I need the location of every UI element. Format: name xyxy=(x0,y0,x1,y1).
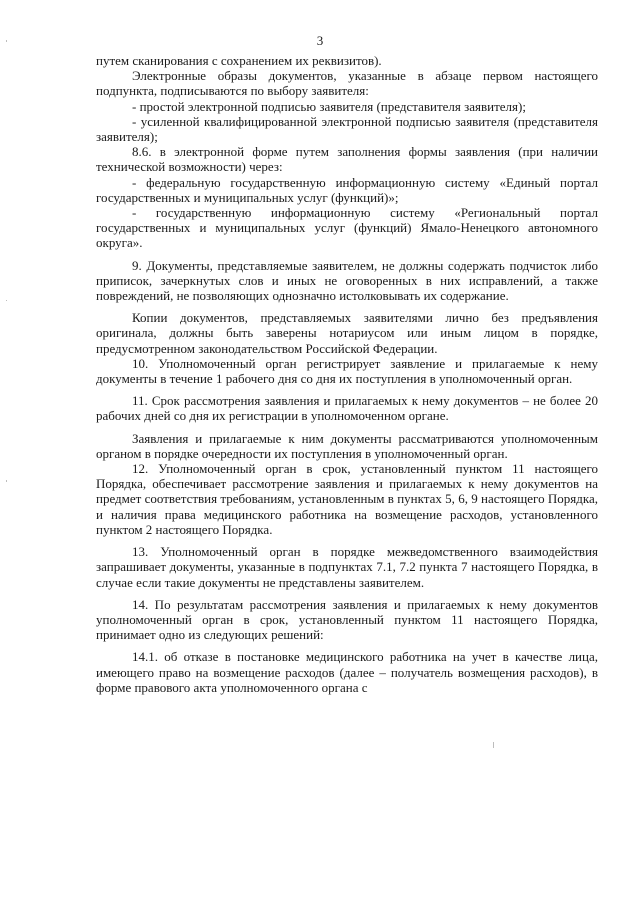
scan-speck xyxy=(6,300,7,301)
paragraph: 14. По результатам рассмотрения заявления и прилагаемых к нему документов уполномоченный орган в срок, установленный пунктом 11 настоящего Порядка, принимает одно из следующих решений: xyxy=(96,596,598,643)
paragraph: - усиленной квалифицированной электронной подписью заявителя (представителя заявителя); xyxy=(96,113,598,145)
scan-speck xyxy=(493,742,494,748)
scan-speck xyxy=(6,480,7,482)
paragraph: - простой электронной подписью заявителя (представителя заявителя); xyxy=(132,98,526,114)
paragraph: Заявления и прилагаемые к ним документы рассматриваются уполномоченным органом в порядке очередности их поступления в уполномоченный орган. xyxy=(96,430,598,461)
paragraph: 8.6. в электронной форме путем заполнения формы заявления (при наличии технической возможности) через: xyxy=(96,144,598,175)
paragraph: Электронные образы документов, указанные в абзаце первом настоящего подпункта, подписываются по выбору заявителя: xyxy=(96,68,598,99)
paragraph: 14.1. об отказе в постановке медицинского работника на учет в качестве лица, имеющего право на возмещение расходов (далее – получатель возмещения расходов), в форме правового акта уполномоченного органа с xyxy=(96,649,598,695)
paragraph: 10. Уполномоченный орган регистрирует заявление и прилагаемые к нему документы в течение 1 рабочего дня со дня их поступления в уполномоченный орган. xyxy=(96,355,598,387)
paragraph: - федеральную государственную информационную систему «Единый портал государственных и муниципальных услуг (функций)»; xyxy=(96,174,598,205)
paragraph: - государственную информационную систему «Региональный портал государственных и муниципальных услуг (функций) Ямало-Ненецкого автономного округа». xyxy=(96,205,598,251)
paragraph: Копии документов, представляемых заявителями лично без предъявления оригинала, должны быть заверены нотариусом или иным лицом в порядке, предусмотренном законодательством Российской Федерации. xyxy=(96,310,598,356)
paragraph: путем сканирования с сохранением их реквизитов). xyxy=(96,53,382,68)
paragraph: 13. Уполномоченный орган в порядке межведомственного взаимодействия запрашивает документы, указанные в подпунктах 7.1, 7.2 пункта 7 настоящего Порядка, в случае если такие документы не представлены заявителем. xyxy=(96,544,598,590)
document-body xyxy=(96,53,598,695)
paragraph: 11. Срок рассмотрения заявления и прилагаемых к нему документов – не более 20 рабочих дней со дня их регистрации в уполномоченном органе. xyxy=(96,393,598,424)
paragraph: 9. Документы, представляемые заявителем, не должны содержать подчисток либо приписок, зачеркнутых слов и иных не оговоренных в них исправлений, а также повреждений, не позволяющих однозначно истолковывать их содержание. xyxy=(96,257,598,304)
scan-speck xyxy=(6,40,7,42)
page-number: 3 xyxy=(316,33,324,48)
paragraph: 12. Уполномоченный орган в срок, установленный пунктом 11 настоящего Порядка, обеспечивает рассмотрение заявления и прилагаемых к нему документов на предмет соответствия требованиям, установленным в пунктах 5, 6, 9 настоящего Порядка, и наличия права медицинского работника на возмещение расходов, установленного пунктом 2 настоящего Порядка. xyxy=(96,461,598,537)
